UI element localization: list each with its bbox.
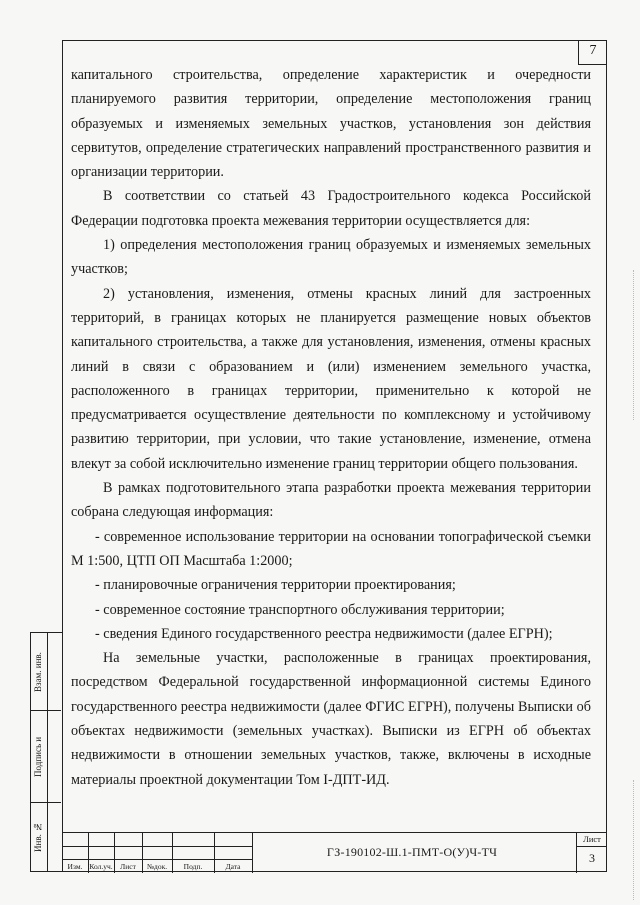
paragraph: - сведения Единого государственного реестра недвижимости (далее ЕГРН); [95, 625, 553, 642]
tb-header-podp: Подп. [183, 862, 203, 871]
paragraph: 2) установления, изменения, отмены красных линий для застроенных территорий, в границах которых не планируется размещение новых объектов капитального строительства, а также для установления, изменения, отмены красных линий в связи с образованием и (или) изменением земельного участка, расположенного в границах территории, применительно к которой не предусматривается осуществление деятельности по комплексному и устойчивому развитию территории, при условии, что такие установление, изменение, отмена влекут за собой исключительно изменение границ территории общего пользования. [71, 285, 591, 472]
side-label-podpis: Подпись и [33, 736, 43, 778]
paragraph: 1) определения местоположения границ образуемых и изменяемых земельных участков; [71, 237, 591, 278]
tb-header-koluch: Кол.уч. [89, 862, 113, 871]
paragraph: - современное использование территории на основании топографической съемки М 1:500, ЦТП ОП Масштаба 1:2000; [71, 528, 591, 569]
paragraph: капитального строительства, определение характеристик и очередности планируемого развития территории, определение местоположения границ образуемых и изменяемых земельных участков, установления зон действия сервитутов, определение стратегических направлений пространственного развития и организации территории. [71, 67, 591, 181]
side-stamp [30, 632, 62, 872]
side-cell-vzam [31, 633, 61, 711]
title-block [62, 832, 607, 872]
scan-edge-marks-lower [633, 780, 638, 900]
sheet-label: Лист [577, 834, 607, 847]
side-cell-podpis [31, 711, 61, 803]
side-label-vzam: Взам. инв. [33, 652, 43, 692]
scan-edge-marks [633, 270, 638, 420]
paragraph: В рамках подготовительного этапа разработки проекта межевания территории собрана следующая информация: [71, 480, 591, 521]
sheet-number: 3 [589, 851, 595, 865]
tb-header-izm: Изм. [67, 862, 83, 871]
side-cell-inv [31, 803, 61, 871]
paragraph: На земельные участки, расположенные в границах проектирования, посредством Федеральной государственной информационной системы Единого государственного реестра недвижимости (далее ФГИС ЕГРН), получены Выписки об объектах недвижимости (земельных участках). Выписки из ЕГРН об объектах недвижимости в отношении земельных участков, также, включены в исходные материалы проектной документации Том I-ДПТ-ИД. [71, 650, 591, 788]
document-code: ГЗ-190102-Ш.1-ПМТ-О(У)Ч-ТЧ [326, 845, 498, 859]
tb-header-data: Дата [225, 862, 241, 871]
document-body [71, 63, 591, 792]
page-number: 7 [578, 40, 607, 65]
side-label-inv: Инв. № [33, 821, 43, 853]
page-frame [62, 40, 607, 872]
paragraph: В соответствии со статьей 43 Градостроительного кодекса Российской Федерации подготовка проекта межевания территории осуществляется для: [71, 188, 591, 229]
sheet-box [576, 833, 607, 873]
paragraph: - современное состояние транспортного обслуживания территории; [95, 601, 505, 618]
tb-header-ndok: №док. [146, 862, 168, 871]
paragraph: - планировочные ограничения территории проектирования; [95, 577, 456, 594]
tb-header-list: Лист [120, 862, 136, 871]
